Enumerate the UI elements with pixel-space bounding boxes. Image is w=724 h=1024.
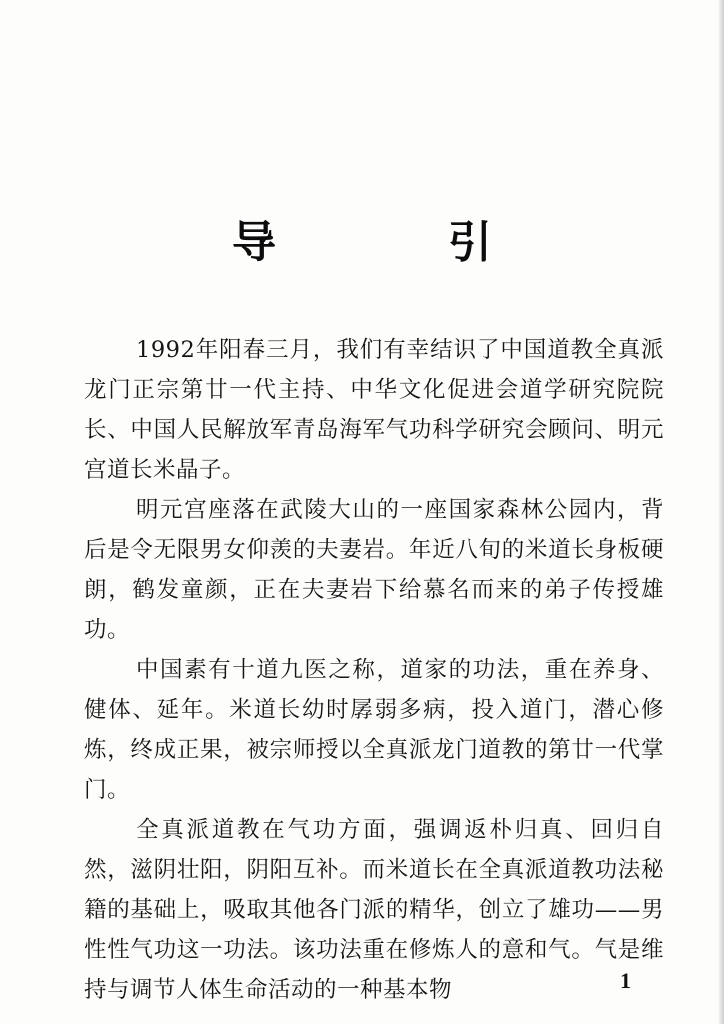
scan-edge-shadow	[718, 0, 724, 1024]
paragraph-3: 中国素有十道九医之称，道家的功法，重在养身、健体、延年。米道长幼时孱弱多病，投入道门，潜心修炼，终成正果，被宗师授以全真派龙门道教的第廿一代掌门。	[84, 657, 664, 803]
paragraph-1: 1992年阳春三月，我们有幸结识了中国道教全真派龙门正宗第廿一代主持、中华文化促进会道学研究院院长、中国人民解放军青岛海军气功科学研究会顾问、明元宫道长米晶子。	[84, 337, 664, 483]
chapter-title: 导 引	[232, 217, 556, 269]
body-text	[84, 330, 664, 1010]
paragraph-4: 全真派道教在气功方面，强调返朴归真、回归自然，滋阴壮阳，阴阳互补。而米道长在全真派道教功法秘籍的基础上，吸取其他各门派的精华，创立了雄功——男性性气功这一功法。该功法重在修炼人的意和气。气是维持与调节人体生命活动的一种基本物	[84, 817, 664, 1003]
paragraph-2: 明元宫座落在武陵大山的一座国家森林公园内，背后是令无限男女仰羡的夫妻岩。年近八旬的米道长身板硬朗，鹤发童颜，正在夫妻岩下给慕名而来的弟子传授雄功。	[84, 497, 664, 643]
page-number: 1	[620, 968, 631, 993]
